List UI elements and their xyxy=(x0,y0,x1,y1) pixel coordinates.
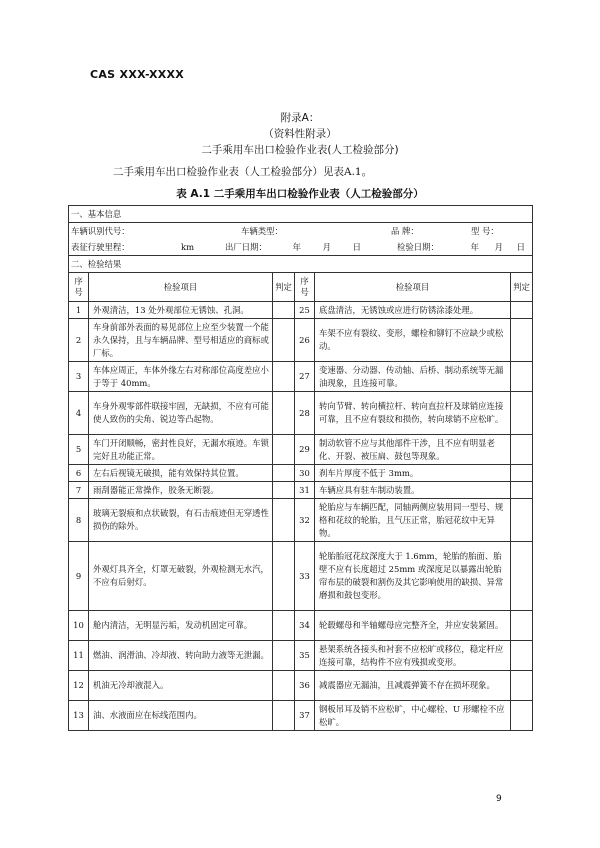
seq-cell: 27 xyxy=(295,362,315,392)
seq-cell: 9 xyxy=(69,542,89,611)
item-cell: 车体应周正，车体外缘左右对称部位高度差应小于等于 40mm。 xyxy=(89,362,273,392)
table-row xyxy=(69,701,533,731)
item-cell: 减震器应无漏油，且减震弹簧不存在损坏现象。 xyxy=(315,671,511,701)
judge-cell[interactable] xyxy=(273,671,295,701)
appendix-name: 二手乘用车出口检验作业表(人工检验部分) xyxy=(201,144,399,156)
judge-cell[interactable] xyxy=(511,392,533,435)
judge-cell[interactable] xyxy=(511,362,533,392)
item-cell: 车辆应具有驻车制动装置。 xyxy=(315,482,511,499)
seq-cell: 30 xyxy=(295,465,315,482)
vin-label: 车辆识别代号： xyxy=(71,225,130,236)
item-cell: 车架不应有裂纹、变形，螺栓和铆钉不应缺少或松动。 xyxy=(315,319,511,362)
judge-cell[interactable] xyxy=(273,362,295,392)
judge-cell[interactable] xyxy=(273,302,295,319)
judge-cell[interactable] xyxy=(511,482,533,499)
header-seq-text: 序号 xyxy=(74,276,83,297)
basic-info-row-1 xyxy=(69,223,533,240)
header-judge-right xyxy=(511,273,533,302)
item-cell: 轮毂螺母和半轴螺母应完整齐全，并应安装紧固。 xyxy=(315,611,511,641)
seq-cell: 6 xyxy=(69,465,89,482)
factory-date-label: 出厂日期： xyxy=(225,241,267,252)
seq-cell: 35 xyxy=(295,641,315,671)
inspect-year: 年 xyxy=(470,241,479,252)
header-item-right: 检验项目 xyxy=(315,273,511,302)
item-cell: 变速器、分动器、传动轴、后桥、制动系统等无漏油现象，且连接可靠。 xyxy=(315,362,511,392)
judge-cell[interactable] xyxy=(511,499,533,542)
seq-cell: 37 xyxy=(295,701,315,731)
judge-cell[interactable] xyxy=(273,392,295,435)
header-judge-text: 判定 xyxy=(275,281,292,292)
appendix-type: （资料性附录） xyxy=(263,128,337,140)
judge-cell[interactable] xyxy=(511,319,533,362)
basic-info-row-2 xyxy=(69,239,533,256)
header-seq-left xyxy=(69,273,89,302)
item-cell: 制动软管不应与其他部件干涉，且不应有明显老化、开裂、被压扁、鼓包等现象。 xyxy=(315,435,511,465)
vehicle-type-label: 车辆类型： xyxy=(241,225,283,236)
brand-label: 品 牌： xyxy=(391,225,419,236)
mileage-unit: km xyxy=(181,241,195,252)
item-cell: 车门开闭顺畅，密封性良好，无漏水痕迹。车锁完好且功能正常。 xyxy=(89,435,273,465)
judge-cell[interactable] xyxy=(273,465,295,482)
judge-cell[interactable] xyxy=(273,611,295,641)
inspection-table xyxy=(68,205,533,731)
item-cell: 转向节臂、转向横拉杆、转向直拉杆及球销应连接可靠，且不应有裂纹和损伤，转向球销不应松旷。 xyxy=(315,392,511,435)
judge-cell[interactable] xyxy=(273,499,295,542)
table-row xyxy=(69,392,533,435)
table-row xyxy=(69,302,533,319)
item-cell: 雨刮器能正常操作，胶条无断裂。 xyxy=(89,482,273,499)
seq-cell: 1 xyxy=(69,302,89,319)
seq-cell: 33 xyxy=(295,542,315,611)
document-code: CAS XXX-XXXX xyxy=(90,68,185,81)
table-header-row xyxy=(69,273,533,302)
judge-cell[interactable] xyxy=(511,435,533,465)
seq-cell: 13 xyxy=(69,701,89,731)
item-cell: 外观灯具齐全，灯罩无破裂，外观检测无水汽，不应有后射灯。 xyxy=(89,542,273,611)
seq-cell: 10 xyxy=(69,611,89,641)
table-row xyxy=(69,499,533,542)
header-seq-text: 序号 xyxy=(300,276,309,297)
seq-cell: 26 xyxy=(295,319,315,362)
table-row xyxy=(69,542,533,611)
item-cell: 钢板吊耳及销不应松旷，中心螺栓、U 形螺栓不应松旷。 xyxy=(315,701,511,731)
inspect-date-label: 检验日期： xyxy=(397,241,439,252)
header-seq-right xyxy=(295,273,315,302)
judge-cell[interactable] xyxy=(273,542,295,611)
seq-cell: 28 xyxy=(295,392,315,435)
seq-cell: 5 xyxy=(69,435,89,465)
section-results-label: 二、检验结果 xyxy=(69,256,533,273)
table-row xyxy=(69,482,533,499)
item-cell: 轮胎应与车辆匹配，同轴两侧应装用同一型号、规格和花纹的轮胎，且气压正常，胎冠花纹中无异物。 xyxy=(315,499,511,542)
judge-cell[interactable] xyxy=(511,542,533,611)
table-row xyxy=(69,641,533,671)
section-results-row xyxy=(69,256,533,273)
table-row xyxy=(69,362,533,392)
appendix-title: 附录A： xyxy=(280,112,320,124)
item-cell: 油、水液面应在标线范围内。 xyxy=(89,701,273,731)
item-cell: 左右后视镜无破损，能有效保持其位置。 xyxy=(89,465,273,482)
table-row xyxy=(69,611,533,641)
judge-cell[interactable] xyxy=(511,302,533,319)
judge-cell[interactable] xyxy=(511,701,533,731)
header-item-left: 检验项目 xyxy=(89,273,273,302)
judge-cell[interactable] xyxy=(273,319,295,362)
model-label: 型 号： xyxy=(471,225,499,236)
inspect-month: 月 xyxy=(494,241,503,252)
table-row xyxy=(69,671,533,701)
seq-cell: 31 xyxy=(295,482,315,499)
item-cell: 外观清洁，13 处外观部位无锈蚀、孔洞。 xyxy=(89,302,273,319)
table-row xyxy=(69,465,533,482)
inspect-day: 日 xyxy=(516,241,525,252)
seq-cell: 4 xyxy=(69,392,89,435)
table-caption: 表 A.1 二手乘用车出口检验作业表（人工检验部分） xyxy=(176,188,424,200)
mileage-label: 表征行驶里程： xyxy=(71,241,130,252)
judge-cell[interactable] xyxy=(273,482,295,499)
item-cell: 刹车片厚度不低于 3mm。 xyxy=(315,465,511,482)
table-row xyxy=(69,319,533,362)
seq-cell: 32 xyxy=(295,499,315,542)
factory-month: 月 xyxy=(322,241,331,252)
seq-cell: 8 xyxy=(69,499,89,542)
item-cell: 机油无冷却液混入。 xyxy=(89,671,273,701)
factory-year: 年 xyxy=(292,241,301,252)
judge-cell[interactable] xyxy=(511,671,533,701)
seq-cell: 11 xyxy=(69,641,89,671)
seq-cell: 29 xyxy=(295,435,315,465)
item-cell: 车身外观零部件联接牢固，无缺损，不应有可能使人致伤的尖角、锐边等凸起物。 xyxy=(89,392,273,435)
header-judge-left xyxy=(273,273,295,302)
seq-cell: 3 xyxy=(69,362,89,392)
item-cell: 底盘清洁，无锈蚀或应进行防锈涂漆处理。 xyxy=(315,302,511,319)
item-cell: 悬架系统各接头和衬套不应松旷或移位，稳定杆应连接可靠，结构件不应有残损或变形。 xyxy=(315,641,511,671)
item-cell: 舱内清洁，无明显污垢，发动机固定可靠。 xyxy=(89,611,273,641)
table-row xyxy=(69,435,533,465)
judge-cell[interactable] xyxy=(511,641,533,671)
judge-cell[interactable] xyxy=(273,435,295,465)
item-cell: 轮胎胎冠花纹深度大于 1.6mm，轮胎的胎面、胎壁不应有长度超过 25mm 或深度足以暴露出轮胎帘布层的破裂和割伤及其它影响使用的缺损、异常磨损和鼓包变形。 xyxy=(315,542,511,611)
factory-day: 日 xyxy=(352,241,361,252)
judge-cell[interactable] xyxy=(511,465,533,482)
judge-cell[interactable] xyxy=(273,641,295,671)
item-cell: 燃油、润滑油、冷却液、转向助力液等无泄漏。 xyxy=(89,641,273,671)
seq-cell: 2 xyxy=(69,319,89,362)
seq-cell: 25 xyxy=(295,302,315,319)
intro-paragraph: 二手乘用车出口检验作业表（人工检验部分）见表A.1。 xyxy=(113,166,373,178)
seq-cell: 36 xyxy=(295,671,315,701)
seq-cell: 34 xyxy=(295,611,315,641)
item-cell: 玻璃无裂痕和点状破裂，有石击痕迹但无穿透性损伤的除外。 xyxy=(89,499,273,542)
judge-cell[interactable] xyxy=(511,611,533,641)
header-judge-text: 判定 xyxy=(513,281,530,292)
seq-cell: 7 xyxy=(69,482,89,499)
judge-cell[interactable] xyxy=(273,701,295,731)
item-cell: 车身前部外表面的易见部位上应至少装置一个能永久保持，且与车辆品牌、型号相适应的商标或厂标。 xyxy=(89,319,273,362)
seq-cell: 12 xyxy=(69,671,89,701)
page-number: 9 xyxy=(496,794,502,804)
section-basic-label: 一、基本信息 xyxy=(69,206,533,223)
section-basic-row xyxy=(69,206,533,223)
